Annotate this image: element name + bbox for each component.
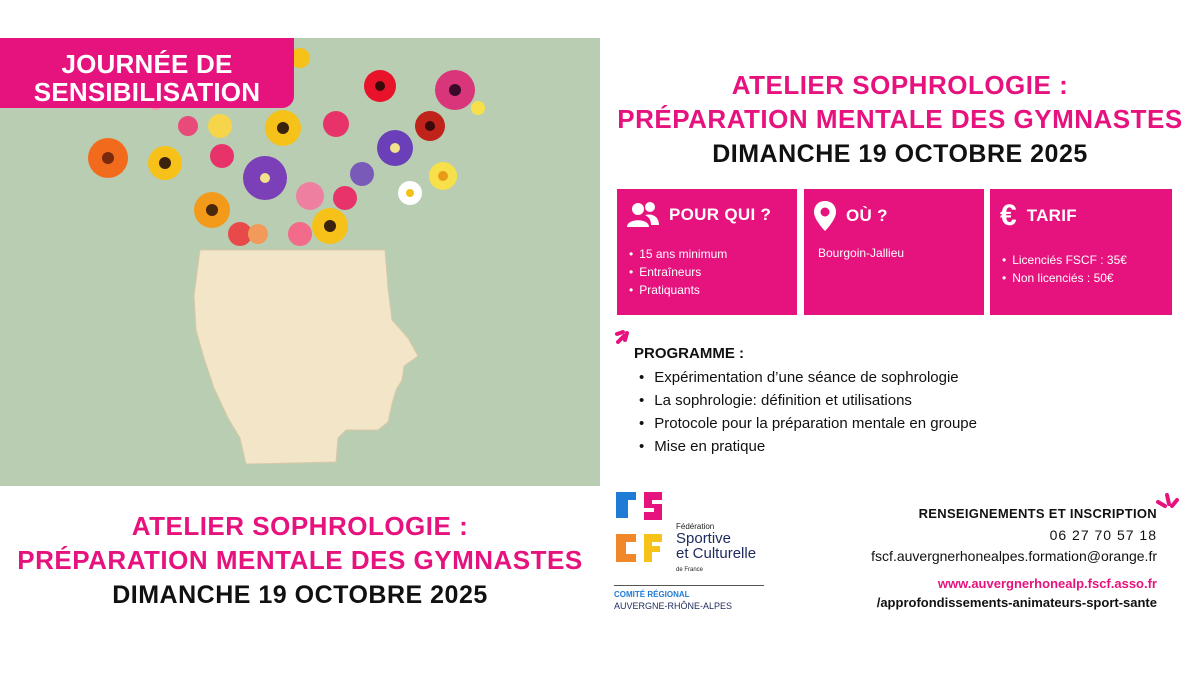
title-line-1: ATELIER SOPHROLOGIE : [131, 511, 469, 541]
programme-list [639, 366, 977, 458]
ou-label: OÙ ? [846, 206, 888, 225]
location-pin-icon [814, 201, 836, 231]
tarif-list [1002, 251, 1127, 287]
burst-icon [1155, 492, 1181, 514]
list-item: • Mise en pratique [639, 435, 977, 458]
logo-divider [614, 585, 764, 586]
contact-email[interactable]: fscf.auvergnerhonealpes.formation@orange.fr [871, 548, 1157, 564]
list-item: • Expérimentation d’une séance de sophrologie [639, 366, 977, 389]
location-value: Bourgoin-Jallieu [818, 246, 905, 260]
contact-title: RENSEIGNEMENTS ET INSCRIPTION [918, 506, 1157, 521]
badge-line-1: JOURNÉE DE [61, 49, 233, 79]
event-date: DIMANCHE 19 OCTOBRE 2025 [712, 140, 1088, 168]
tarif-label: TARIF [1026, 206, 1077, 225]
list-item: • 15 ans minimum [629, 245, 727, 263]
logo-comite: COMITÉ RÉGIONAL [614, 590, 690, 599]
logo-sportive [676, 531, 756, 561]
title-line-1: ATELIER SOPHROLOGIE : [731, 70, 1069, 100]
euro-icon: € [1000, 199, 1017, 232]
event-title-bottom [0, 509, 600, 613]
logo-sportive-text: Sportive [676, 530, 732, 547]
website-link[interactable]: www.auvergnerhonealp.fscf.asso.fr [937, 576, 1157, 591]
burst-icon [614, 322, 638, 346]
title-line-2: PRÉPARATION MENTALE DES GYMNASTES [17, 545, 583, 575]
list-item: • Entraîneurs [629, 263, 727, 281]
event-title-top [600, 68, 1200, 172]
list-item: • Pratiquants [629, 281, 727, 299]
programme-title: PROGRAMME : [634, 345, 744, 362]
list-item: • Protocole pour la préparation mentale en groupe [639, 412, 977, 435]
logo-de-france: de France [676, 567, 704, 573]
list-item: • Licenciés FSCF : 35€ [1002, 251, 1127, 269]
title-line-2: PRÉPARATION MENTALE DES GYMNASTES [617, 104, 1183, 134]
sensibilisation-badge [0, 38, 294, 108]
fscf-logo [614, 490, 774, 620]
badge-line-2: SENSIBILISATION [33, 77, 261, 107]
event-date: DIMANCHE 19 OCTOBRE 2025 [112, 581, 488, 609]
contact-phone[interactable]: 06 27 70 57 18 [1049, 527, 1157, 543]
pour-qui-list [629, 245, 727, 299]
ou-box [804, 189, 984, 315]
list-item: • Non licenciés : 50€ [1002, 269, 1127, 287]
pour-qui-label: POUR QUI ? [669, 205, 772, 224]
fscf-logo-mark [614, 490, 674, 580]
logo-culturelle-text: et Culturelle [676, 545, 757, 562]
pour-qui-box [617, 189, 797, 315]
logo-federation: Fédération [676, 522, 715, 531]
people-icon [627, 201, 659, 229]
logo-region: AUVERGNE-RHÔNE-ALPES [614, 601, 733, 611]
list-item: • La sophrologie: définition et utilisations [639, 389, 977, 412]
website-path-link[interactable]: /approfondissements-animateurs-sport-sante [876, 595, 1157, 610]
tarif-box [990, 189, 1172, 315]
